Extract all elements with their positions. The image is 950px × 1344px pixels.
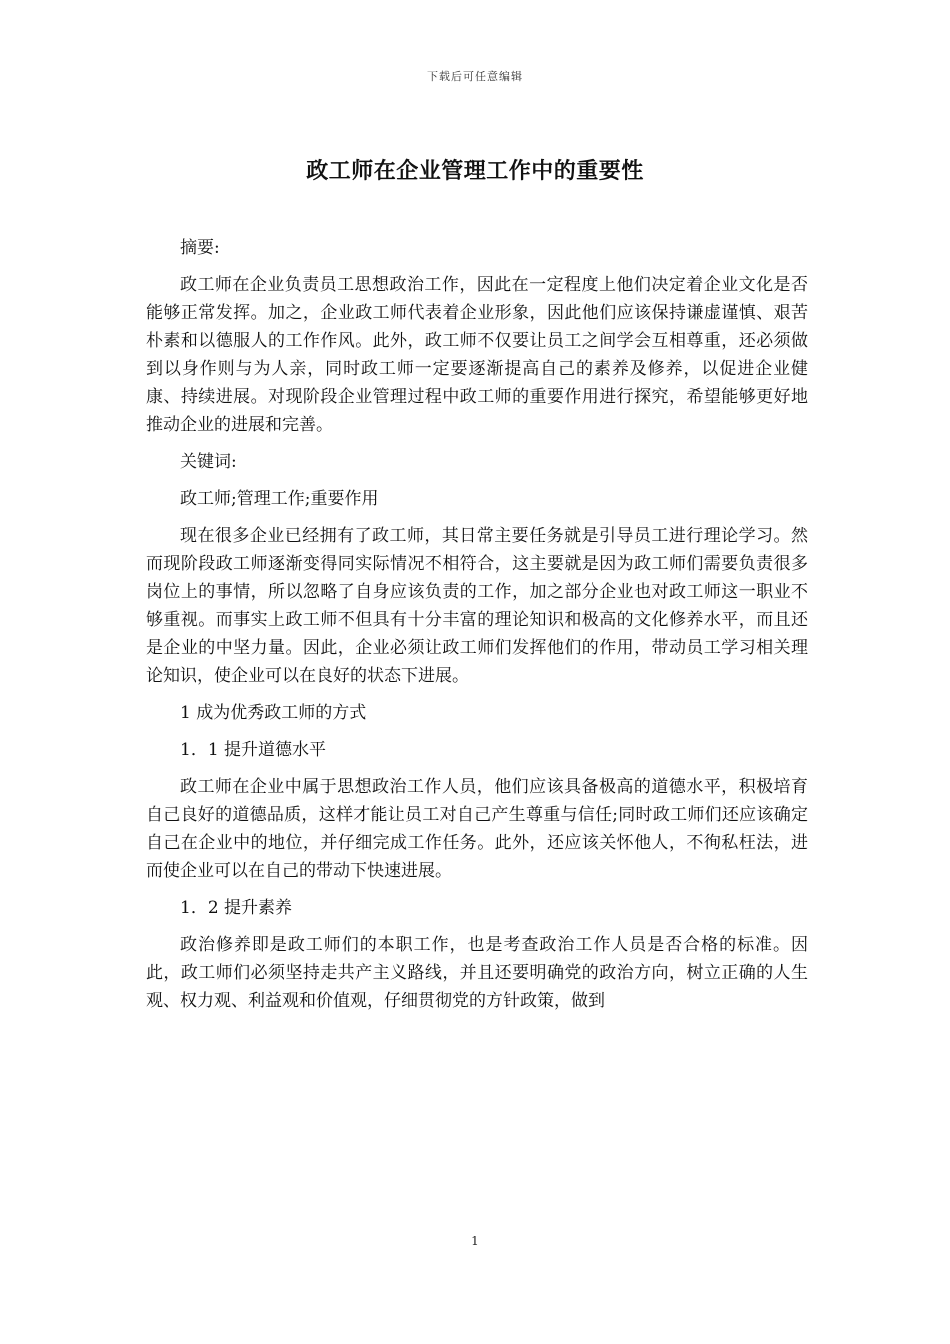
section-heading-1-1: 1．1 提升道德水平: [180, 740, 327, 760]
keywords-text: 政工师;管理工作;重要作用: [180, 489, 379, 509]
keywords-label: 关键词:: [180, 452, 237, 472]
page-number: 1: [471, 1234, 479, 1248]
section-heading-1-2: 1．2 提升素养: [180, 898, 293, 918]
abstract-label: 摘要:: [180, 238, 220, 258]
section-heading-1: 1 成为优秀政工师的方式: [180, 703, 367, 723]
intro-paragraph: 现在很多企业已经拥有了政工师，其日常主要任务就是引导员工进行理论学习。然而现阶段政工师逐渐变得同实际情况不相符合，这主要就是因为政工师们需要负责很多岗位上的事情，所以忽略了自身应该负责的工作，加之部分企业也对政工师这一职业不够重视。而事实上政工师不但具有十分丰富的理论知识和极高的文化修养水平，而且还是企业的中坚力量。因此，企业必须让政工师们发挥他们的作用，带动员工学习相关理论知识，使企业可以在良好的状态下进展。: [146, 526, 808, 686]
page-header-note: 下载后可任意编辑: [427, 70, 523, 83]
document-title: 政工师在企业管理工作中的重要性: [306, 159, 644, 184]
document-body: [146, 234, 808, 1015]
section-1-1-paragraph: 政工师在企业中属于思想政治工作人员，他们应该具备极高的道德水平，积极培育自己良好的道德品质，这样才能让员工对自己产生尊重与信任;同时政工师们还应该确定自己在企业中的地位，并仔细完成工作任务。此外，还应该关怀他人，不徇私枉法，进而使企业可以在自己的带动下快速进展。: [146, 777, 808, 881]
abstract-paragraph: 政工师在企业负责员工思想政治工作，因此在一定程度上他们决定着企业文化是否能够正常发挥。加之，企业政工师代表着企业形象，因此他们应该保持谦虚谨慎、艰苦朴素和以德服人的工作作风。此外，政工师不仅要让员工之间学会互相尊重，还必须做到以身作则与为人亲，同时政工师一定要逐渐提高自己的素养及修养，以促进企业健康、持续进展。对现阶段企业管理过程中政工师的重要作用进行探究，希望能够更好地推动企业的进展和完善。: [146, 275, 808, 435]
section-1-2-paragraph: 政治修养即是政工师们的本职工作，也是考查政治工作人员是否合格的标准。因此，政工师们必须坚持走共产主义路线，并且还要明确党的政治方向，树立正确的人生观、权力观、利益观和价值观，仔细贯彻党的方针政策，做到: [146, 935, 808, 1011]
